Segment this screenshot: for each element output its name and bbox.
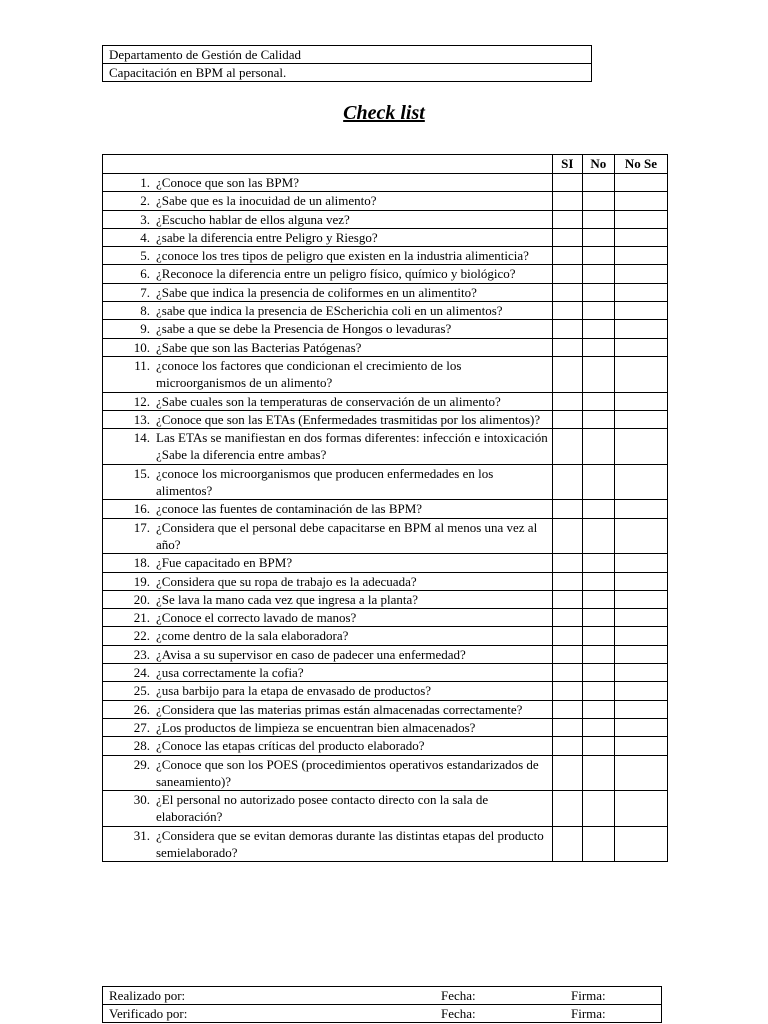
answer-no-cell[interactable] [582,464,614,500]
question-cell [103,228,553,246]
answer-si-cell[interactable] [552,718,582,736]
answer-no-cell[interactable] [582,210,614,228]
question-text: ¿sabe que indica la presencia de EScherichia coli en un alimentos? [156,303,503,319]
checklist-row [103,429,668,465]
question-text: ¿Los productos de limpieza se encuentran bien almacenados? [156,719,476,735]
answer-no-cell[interactable] [582,192,614,210]
answer-no-cell[interactable] [582,283,614,301]
question-cell [103,737,553,755]
question-number: 14. [133,430,150,446]
answer-no-se-cell[interactable] [614,283,667,301]
checklist-row [103,320,668,338]
answer-no-se-cell[interactable] [614,464,667,500]
question-number: 26. [133,701,150,717]
answer-no-se-cell[interactable] [614,210,667,228]
si-column-header: SI [552,155,582,174]
answer-no-se-cell[interactable] [614,392,667,410]
answer-no-cell[interactable] [582,737,614,755]
checklist-header-row [103,155,668,174]
signature-box [102,986,662,1023]
answer-no-cell[interactable] [582,247,614,265]
answer-no-cell[interactable] [582,174,614,192]
answer-no-cell[interactable] [582,410,614,428]
answer-no-se-cell[interactable] [614,247,667,265]
answer-no-se-cell[interactable] [614,265,667,283]
answer-si-cell[interactable] [552,356,582,392]
checklist-row [103,700,668,718]
checklist-row [103,356,668,392]
answer-no-cell[interactable] [582,755,614,791]
answer-no-cell[interactable] [582,590,614,608]
answer-si-cell[interactable] [552,429,582,465]
answer-no-se-cell[interactable] [614,356,667,392]
answer-no-cell[interactable] [582,700,614,718]
question-text: ¿Escucho hablar de ellos alguna vez? [156,211,350,227]
checklist-row [103,554,668,572]
question-text: Las ETAs se manifiestan en dos formas diferentes: infección e intoxicación ¿Sabe la diferencia entre ambas? [156,430,548,463]
no-se-column-header: No Se [614,155,667,174]
question-cell [103,302,553,320]
answer-no-cell[interactable] [582,356,614,392]
answer-si-cell[interactable] [552,338,582,356]
question-text: ¿Conoce que son los POES (procedimientos operativos estandarizados de saneamiento)? [156,756,539,789]
question-cell [103,265,553,283]
verificado-row [103,1005,662,1023]
answer-si-cell[interactable] [552,791,582,827]
checklist-row [103,174,668,192]
answer-no-cell[interactable] [582,718,614,736]
question-cell [103,645,553,663]
department-name: Departamento de Gestión de Calidad [103,46,592,64]
answer-no-se-cell[interactable] [614,590,667,608]
checklist-row [103,664,668,682]
answer-no-se-cell[interactable] [614,500,667,518]
answer-no-se-cell[interactable] [614,554,667,572]
question-text: ¿Considera que se evitan demoras durante las distintas etapas del producto semielaborado? [156,827,544,860]
answer-no-se-cell[interactable] [614,791,667,827]
question-text: ¿Sabe cuales son la temperaturas de conservación de un alimento? [156,393,501,409]
question-text: ¿Conoce que son las BPM? [156,175,299,190]
answer-no-cell[interactable] [582,302,614,320]
answer-no-se-cell[interactable] [614,826,667,862]
checklist-row [103,572,668,590]
question-number: 10. [133,339,150,355]
checklist-row [103,283,668,301]
answer-si-cell[interactable] [552,554,582,572]
question-text: ¿Sabe que es la inocuidad de un alimento? [156,193,377,209]
question-cell [103,718,553,736]
realizado-firma-label: Firma: [571,988,606,1003]
verificado-fecha-label: Fecha: [441,1006,476,1021]
answer-no-se-cell[interactable] [614,572,667,590]
question-cell [103,518,553,554]
question-text: ¿Conoce las etapas críticas del producto elaborado? [156,738,425,754]
checklist-row [103,627,668,645]
answer-si-cell[interactable] [552,392,582,410]
answer-si-cell[interactable] [552,228,582,246]
question-text: ¿Reconoce la diferencia entre un peligro físico, químico y biológico? [156,266,516,282]
answer-no-se-cell[interactable] [614,320,667,338]
answer-si-cell[interactable] [552,265,582,283]
checklist-row [103,791,668,827]
question-number: 21. [133,610,150,626]
answer-no-se-cell[interactable] [614,302,667,320]
question-number: 23. [133,646,150,662]
checklist-row [103,338,668,356]
checklist-row [103,192,668,210]
question-number: 3. [140,211,150,227]
answer-si-cell[interactable] [552,410,582,428]
question-text: ¿sabe la diferencia entre Peligro y Riesgo? [156,229,378,245]
answer-si-cell[interactable] [552,682,582,700]
question-number: 31. [133,827,150,843]
question-text: ¿usa barbijo para la etapa de envasado de productos? [156,683,432,699]
question-cell [103,627,553,645]
question-text: ¿El personal no autorizado posee contacto directo con la sala de elaboración? [156,792,489,825]
answer-si-cell[interactable] [552,590,582,608]
answer-si-cell[interactable] [552,572,582,590]
checklist-row [103,210,668,228]
answer-si-cell[interactable] [552,737,582,755]
question-number: 19. [133,573,150,589]
question-text: ¿Se lava la mano cada vez que ingresa a la planta? [156,591,419,607]
answer-si-cell[interactable] [552,464,582,500]
question-number: 17. [133,519,150,535]
question-cell [103,392,553,410]
question-text: ¿usa correctamente la cofia? [156,665,304,681]
answer-no-cell[interactable] [582,320,614,338]
answer-si-cell[interactable] [552,609,582,627]
realizado-label: Realizado por: [109,988,186,1003]
checklist-row [103,410,668,428]
question-number: 18. [133,555,150,571]
checklist-row [103,392,668,410]
answer-si-cell[interactable] [552,302,582,320]
checklist-row [103,228,668,246]
checklist-row [103,590,668,608]
question-number: 25. [133,683,150,699]
question-text: ¿conoce los microorganismos que producen enfermedades en los alimentos? [156,465,494,499]
checklist-row [103,518,668,554]
checklist-row [103,265,668,283]
question-number: 15. [133,465,150,481]
question-number: 28. [133,738,150,754]
answer-si-cell[interactable] [552,192,582,210]
checklist-row [103,718,668,736]
answer-no-cell[interactable] [582,265,614,283]
answer-si-cell[interactable] [552,320,582,338]
answer-no-se-cell[interactable] [614,682,667,700]
answer-si-cell[interactable] [552,664,582,682]
question-cell [103,700,553,718]
question-cell [103,791,553,827]
question-number: 27. [133,719,150,735]
checklist-row [103,645,668,663]
answer-si-cell[interactable] [552,283,582,301]
answer-si-cell[interactable] [552,755,582,791]
answer-no-cell[interactable] [582,429,614,465]
question-text: ¿Considera que el personal debe capacitarse en BPM al menos una vez al año? [156,519,538,552]
answer-no-se-cell[interactable] [614,645,667,663]
question-cell [103,174,553,192]
answer-no-se-cell[interactable] [614,700,667,718]
question-number: 5. [140,248,150,264]
answer-no-cell[interactable] [582,664,614,682]
answer-no-cell[interactable] [582,392,614,410]
question-text: ¿conoce las fuentes de contaminación de las BPM? [156,501,423,517]
question-cell [103,500,553,518]
question-cell [103,410,553,428]
answer-no-se-cell[interactable] [614,755,667,791]
checklist-row [103,737,668,755]
question-cell [103,338,553,356]
answer-no-se-cell[interactable] [614,609,667,627]
question-cell [103,554,553,572]
question-cell [103,572,553,590]
answer-no-se-cell[interactable] [614,429,667,465]
checklist-row [103,500,668,518]
question-text: ¿Avisa a su supervisor en caso de padecer una enfermedad? [156,646,466,662]
question-number: 13. [133,411,150,427]
answer-no-cell[interactable] [582,826,614,862]
realizado-fecha-label: Fecha: [441,988,476,1003]
realizado-row [103,987,662,1005]
answer-no-cell[interactable] [582,609,614,627]
question-number: 16. [133,501,150,517]
question-number: 4. [140,229,150,245]
question-cell [103,590,553,608]
answer-no-se-cell[interactable] [614,664,667,682]
question-text: ¿Conoce que son las ETAs (Enfermedades trasmitidas por los alimentos)? [156,411,541,427]
answer-no-se-cell[interactable] [614,338,667,356]
question-text: ¿Considera que las materias primas están almacenadas correctamente? [156,701,523,717]
checklist-row [103,682,668,700]
answer-no-cell[interactable] [582,791,614,827]
answer-si-cell[interactable] [552,645,582,663]
verificado-label: Verificado por: [109,1006,188,1021]
question-text: ¿Conoce el correcto lavado de manos? [156,610,357,626]
answer-no-se-cell[interactable] [614,627,667,645]
answer-no-cell[interactable] [582,572,614,590]
question-number: 20. [133,591,150,607]
question-cell [103,682,553,700]
answer-si-cell[interactable] [552,826,582,862]
checklist-row [103,609,668,627]
question-number: 11. [134,357,150,373]
checklist-row [103,464,668,500]
training-subject: Capacitación en BPM al personal. [103,64,592,82]
question-cell [103,283,553,301]
checklist-row [103,302,668,320]
no-column-header: No [582,155,614,174]
question-text: ¿Sabe que indica la presencia de coliformes en un alimentito? [156,284,477,300]
question-cell [103,247,553,265]
answer-no-se-cell[interactable] [614,718,667,736]
question-cell [103,429,553,465]
question-number: 8. [140,303,150,319]
question-number: 6. [140,266,150,282]
question-number: 7. [140,284,150,300]
question-cell [103,464,553,500]
question-text: ¿Fue capacitado en BPM? [156,555,293,571]
question-number: 30. [133,792,150,808]
answer-no-cell[interactable] [582,645,614,663]
question-text: ¿conoce los tres tipos de peligro que existen en la industria alimenticia? [156,248,529,264]
question-text: ¿Sabe que son las Bacterias Patógenas? [156,339,362,355]
question-number: 24. [133,665,150,681]
answer-no-cell[interactable] [582,554,614,572]
question-cell [103,664,553,682]
question-cell [103,210,553,228]
checklist-row [103,247,668,265]
answer-no-se-cell[interactable] [614,192,667,210]
page-title: Check list [343,102,425,124]
answer-si-cell[interactable] [552,700,582,718]
checklist-table [102,154,668,862]
question-number: 29. [133,756,150,772]
question-cell [103,826,553,862]
verificado-firma-label: Firma: [571,1006,606,1021]
answer-no-se-cell[interactable] [614,410,667,428]
checklist-row [103,755,668,791]
question-cell [103,356,553,392]
answer-no-cell[interactable] [582,338,614,356]
answer-si-cell[interactable] [552,500,582,518]
question-cell [103,755,553,791]
question-number: 1. [140,175,150,190]
answer-si-cell[interactable] [552,518,582,554]
question-text: ¿come dentro de la sala elaboradora? [156,628,349,644]
question-cell [103,192,553,210]
answer-no-se-cell[interactable] [614,737,667,755]
answer-si-cell[interactable] [552,247,582,265]
question-number: 2. [140,193,150,209]
question-number: 12. [133,393,150,409]
answer-no-cell[interactable] [582,627,614,645]
question-cell [103,320,553,338]
answer-si-cell[interactable] [552,174,582,192]
answer-si-cell[interactable] [552,627,582,645]
answer-no-cell[interactable] [582,500,614,518]
checklist-row [103,826,668,862]
answer-si-cell[interactable] [552,210,582,228]
question-number: 22. [133,628,150,644]
answer-no-cell[interactable] [582,518,614,554]
answer-no-cell[interactable] [582,228,614,246]
answer-no-se-cell[interactable] [614,518,667,554]
header-box [102,45,592,82]
answer-no-cell[interactable] [582,682,614,700]
question-text: ¿conoce los factores que condicionan el crecimiento de los microorganismos de un alimento? [156,357,462,391]
answer-no-se-cell[interactable] [614,228,667,246]
question-column-header [103,155,553,174]
question-text: ¿Considera que su ropa de trabajo es la adecuada? [156,573,417,589]
question-cell [103,609,553,627]
question-number: 9. [140,321,150,337]
question-text: ¿sabe a que se debe la Presencia de Hongos o levaduras? [156,321,452,337]
answer-no-se-cell[interactable] [614,174,667,192]
